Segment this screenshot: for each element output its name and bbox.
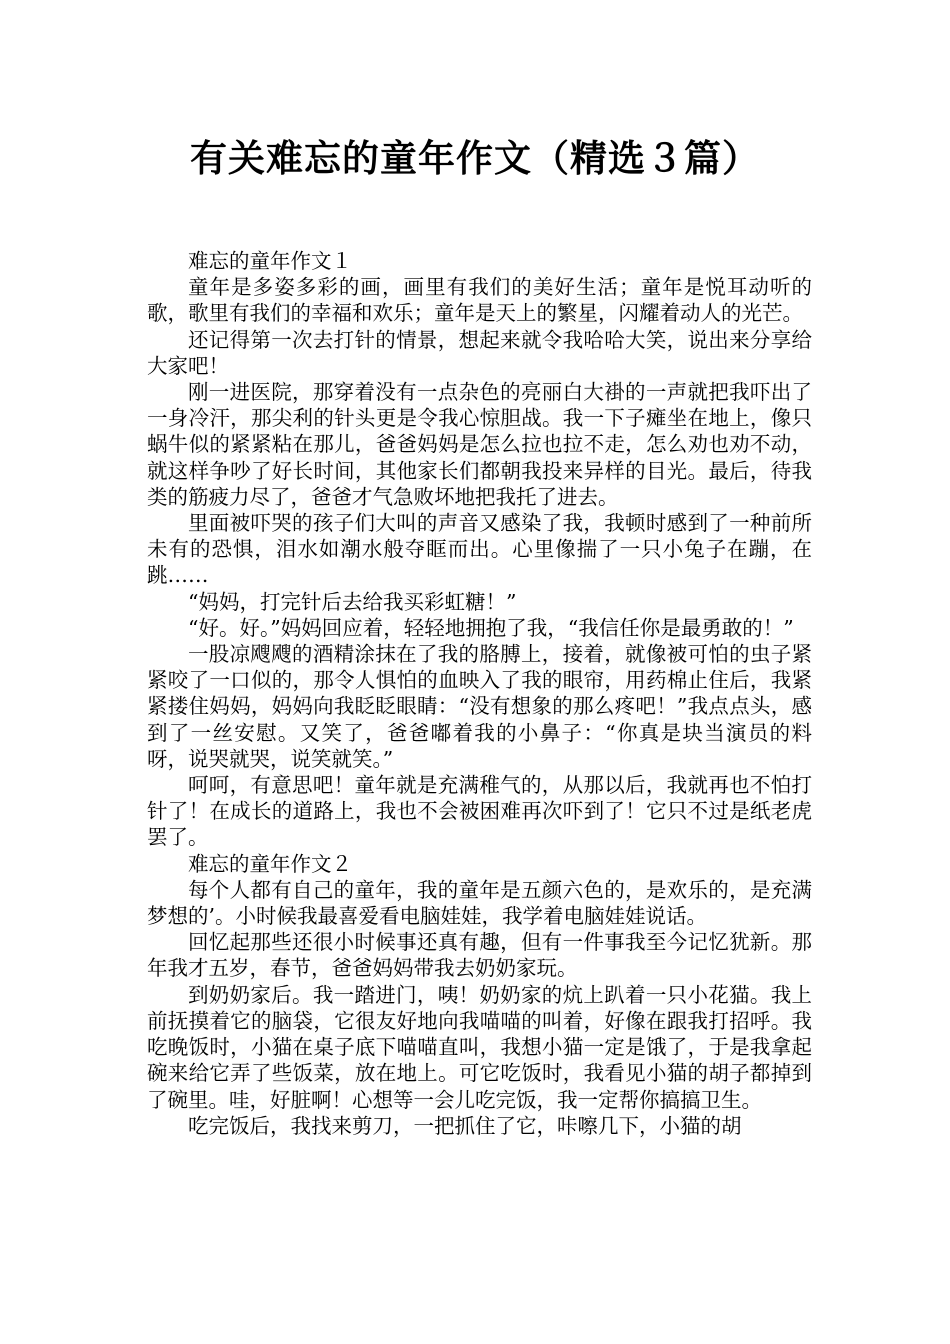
section-heading: 难忘的童年作文２	[188, 851, 352, 876]
paragraph: 刚一进医院，那穿着没有一点杂色的亮丽白大褂的一声就把我吓出了一身冷汗，那尖利的针头更是令我心惊胆战。我一下子瘫坐在地上，像只蜗牛似的紧紧粘在那儿，爸爸妈妈是怎么拉也拉不走，怎么劝也劝不动，就这样争吵了好长时间，其他家长们都朝我投来异样的目光。最后，待我类的筋疲力尽了，爸爸才气急败坏地把我托了进去。	[147, 380, 812, 509]
paragraph: 童年是多姿多彩的画，画里有我们的美好生活；童年是悦耳动听的歌，歌里有我们的幸福和欢乐；童年是天上的繁星，闪耀着动人的光芒。	[147, 275, 812, 326]
paragraph: 到奶奶家后。我一踏进门，咦！奶奶家的炕上趴着一只小花猫。我上前抚摸着它的脑袋，它很友好地向我喵喵的叫着，好像在跟我打招呼。我吃晚饭时，小猫在桌子底下喵喵直叫，我想小猫一定是饿了，于是我拿起碗来给它弄了些饭菜，放在地上。可它吃饭时，我看见小猫的胡子都掉到了碗里。哇，好脏啊！心想等一会儿吃完饭，我一定帮你搞搞卫生。	[147, 982, 812, 1112]
document-title: 有关难忘的童年作文（精选３篇）	[190, 137, 760, 180]
paragraph: 还记得第一次去打针的情景，想起来就令我哈哈大笑，说出来分享给大家吧！	[147, 327, 812, 378]
paragraph: 呵呵，有意思吧！童年就是充满稚气的，从那以后，我就再也不怕打针了！在成长的道路上，我也不会被困难再次吓到了！它只不过是纸老虎罢了。	[147, 773, 812, 850]
paragraph: 里面被吓哭的孩子们大叫的声音又感染了我，我顿时感到了一种前所未有的恐惧，泪水如潮水般夺眶而出。心里像揣了一只小兔子在蹦，在跳……	[147, 511, 812, 588]
paragraph: “好。好。”妈妈回应着，轻轻地拥抱了我，“我信任你是最勇敢的！”	[188, 615, 794, 640]
paragraph: 回忆起那些还很小时候事还真有趣，但有一件事我至今记忆犹新。那年我才五岁，春节，爸爸妈妈带我去奶奶家玩。	[147, 930, 812, 981]
document-body	[147, 248, 812, 1139]
section-heading: 难忘的童年作文１	[188, 249, 352, 273]
paragraph: 吃完饭后，我找来剪刀，一把抓住了它，咔嚓几下，小猫的胡	[188, 1113, 742, 1138]
paragraph: 每个人都有自己的童年，我的童年是五颜六色的，是欢乐的，是充满梦想的’。小时候我最喜爱看电脑娃娃，我学着电脑娃娃说话。	[147, 877, 812, 929]
paragraph: 一股凉飕飕的酒精涂抹在了我的胳膊上，接着，就像被可怕的虫子紧紧咬了一口似的，那令人惧怕的血映入了我的眼帘，用药棉止住后，我紧紧搂住妈妈，妈妈向我眨眨眼睛：“没有想象的那么疼吧！”我点点头，感到了一丝安慰。又笑了，爸爸嘟着我的小鼻子：“你真是块当演员的料呀，说哭就哭，说笑就笑。”	[147, 642, 812, 771]
paragraph: “妈妈，打完针后去给我买彩虹糖！”	[188, 589, 517, 614]
